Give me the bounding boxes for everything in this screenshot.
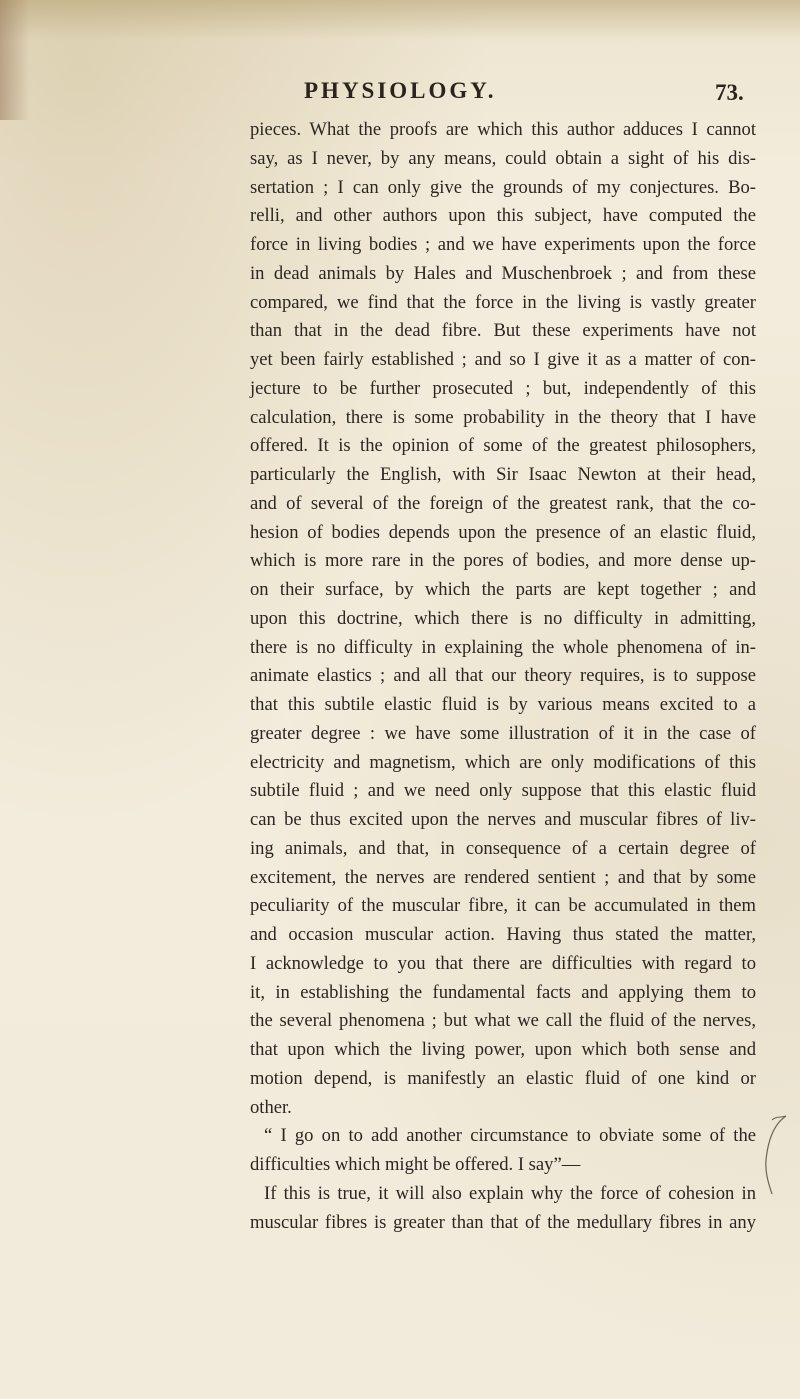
text-line: difficulties which might be offered. I say”— — [250, 1154, 581, 1175]
text-line: If this is true, it will also explain why the force of cohesion in — [264, 1182, 756, 1204]
text-line: motion depend, is manifestly an elastic fluid of one kind or — [250, 1067, 756, 1089]
text-line: I acknowledge to you that there are difficulties with regard to — [250, 952, 756, 974]
text-line: the several phenomena ; but what we call the fluid of the nerves, — [250, 1010, 756, 1032]
text-line: relli, and other authors upon this subject, have computed the — [250, 205, 756, 227]
text-line: sertation ; I can only give the grounds of my conjectures. Bo- — [250, 176, 756, 198]
text-line: muscular fibres is greater than that of the medullary fibres in any — [250, 1211, 756, 1233]
text-line: ing animals, and that, in consequence of a certain degree of — [250, 837, 756, 859]
text-line: particularly the English, with Sir Isaac Newton at their head, — [250, 464, 756, 485]
text-line: and of several of the foreign of the greatest rank, that the co- — [250, 492, 756, 514]
page-top-shadow — [0, 0, 800, 40]
text-line: other. — [250, 1096, 292, 1118]
margin-pencil-mark — [760, 1110, 790, 1200]
running-head-title: PHYSIOLOGY. — [304, 78, 497, 103]
text-line: peculiarity of the muscular fibre, it can be accumulated in them — [250, 895, 756, 917]
text-line: animate elastics ; and all that our theory requires, is to suppose — [250, 665, 756, 687]
text-line: than that in the dead fibre. But these experiments have not — [250, 320, 756, 342]
text-line: upon this doctrine, which there is no difficulty in admitting, — [250, 607, 756, 629]
text-line: excitement, the nerves are rendered sentient ; and that by some — [250, 866, 756, 888]
text-line: greater degree : we have some illustration of it in the case of — [250, 722, 756, 744]
text-line: which is more rare in the pores of bodies, and more dense up- — [250, 550, 756, 572]
text-line: can be thus excited upon the nerves and muscular fibres of liv- — [250, 809, 756, 830]
text-line: electricity and magnetism, which are only modifications of this — [250, 751, 756, 773]
running-head — [0, 78, 800, 114]
text-line: yet been fairly established ; and so I give it as a matter of con- — [250, 349, 756, 370]
text-line: compared, we find that the force in the living is vastly greater — [250, 291, 756, 313]
text-line: calculation, there is some probability in the theory that I have — [250, 406, 756, 428]
text-line: say, as I never, by any means, could obtain a sight of his dis- — [250, 147, 756, 169]
text-line: offered. It is the opinion of some of the greatest philosophers, — [250, 435, 756, 457]
text-line: jecture to be further prosecuted ; but, independently of this — [250, 377, 756, 399]
text-line: subtile fluid ; and we need only suppose that this elastic fluid — [250, 780, 756, 802]
text-line: it, in establishing the fundamental facts and applying them to — [250, 981, 756, 1003]
text-line: force in living bodies ; and we have experiments upon the force — [250, 234, 756, 255]
text-line: there is no difficulty in explaining the whole phenomena of in- — [250, 636, 756, 658]
text-line: “ I go on to add another circumstance to obviate some of the — [264, 1125, 756, 1147]
text-line: that upon which the living power, upon which both sense and — [250, 1039, 756, 1060]
body-text — [250, 116, 756, 1237]
text-line: on their surface, by which the parts are kept together ; and — [250, 579, 756, 600]
text-line: and occasion muscular action. Having thus stated the matter, — [250, 924, 756, 945]
text-line: hesion of bodies depends upon the presence of an elastic fluid, — [250, 521, 756, 543]
text-line: pieces. What the proofs are which this author adduces I cannot — [250, 119, 756, 140]
text-line: in dead animals by Hales and Muschenbroek ; and from these — [250, 262, 756, 284]
page-number: 73. — [715, 80, 744, 105]
text-line: that this subtile elastic fluid is by various means excited to a — [250, 694, 756, 715]
